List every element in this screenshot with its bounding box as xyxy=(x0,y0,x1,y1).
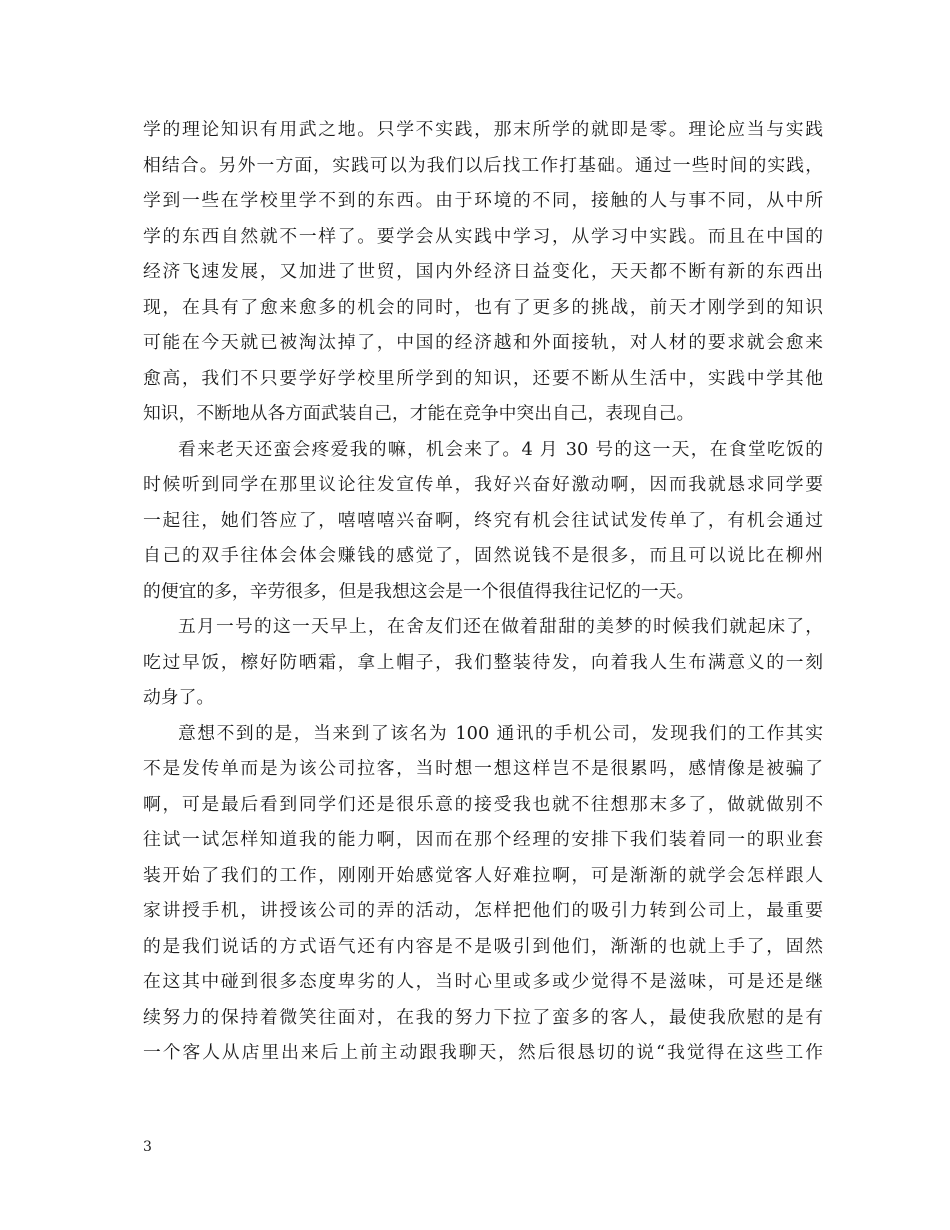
text-line: 意想不到的是，当来到了该名为 100 通讯的手机公司，发现我们的工作其实 xyxy=(178,722,823,744)
text-line: 经济飞速发展，又加进了世贸，国内外经济日益变化，天天都不断有新的东西出 xyxy=(143,261,823,282)
page-number: 3 xyxy=(143,1139,152,1155)
text-line: 的是我们说话的方式语气还有内容是不是吸引到他们，渐渐的也就上手了，固然 xyxy=(143,935,823,957)
text-line: 学到一些在学校里学不到的东西。由于环境的不同，接触的人与事不同，从中所 xyxy=(143,190,823,211)
text-line: 愈高，我们不只要学好学校里所学到的知识，还要不断从生活中，实践中学其他 xyxy=(143,367,823,389)
text-line: 现，在具有了愈来愈多的机会的同时，也有了更多的挑战，前天才刚学到的知识 xyxy=(143,296,823,318)
text-line: 动身了。 xyxy=(143,687,215,708)
text-line: 续努力的保持着微笑往面对，在我的努力下拉了蛮多的客人，最使我欣慰的是有 xyxy=(143,1006,823,1028)
text-line: 装开始了我们的工作，刚刚开始感觉客人好难拉啊，可是渐渐的就学会怎样跟人 xyxy=(143,864,823,886)
text-line: 相结合。另外一方面，实践可以为我们以后找工作打基础。通过一些时间的实践， xyxy=(143,154,823,176)
text-line: 的便宜的多，辛劳很多，但是我想这会是一个很值得我往记忆的一天。 xyxy=(143,580,695,602)
body-text xyxy=(143,112,823,1071)
text-line: 一起往，她们答应了，嘻嘻嘻兴奋啊，终究有机会往试试发传单了，有机会通过 xyxy=(143,509,823,531)
text-line: 啊，可是最后看到同学们还是很乐意的接受我也就不往想那末多了，做就做别不 xyxy=(143,793,823,815)
text-line: 一个客人从店里出来后上前主动跟我聊天，然后很恳切的说“我觉得在这些工作 xyxy=(143,1042,823,1063)
text-line: 五月一号的这一天早上，在舍友们还在做着甜甜的美梦的时候我们就起床了， xyxy=(178,616,823,637)
text-line: 学的理论知识有用武之地。只学不实践，那末所学的就即是零。理论应当与实践 xyxy=(143,119,823,140)
text-line: 家讲授手机，讲授该公司的弄的活动，怎样把他们的吸引力转到公司上，最重要 xyxy=(143,900,823,921)
text-line: 学的东西自然就不一样了。要学会从实践中学习，从学习中实践。而且在中国的 xyxy=(143,225,823,247)
text-line: 不是发传单而是为该公司拉客，当时想一想这样岂不是很累吗，感情像是被骗了 xyxy=(143,758,823,779)
text-line: 看来老天还蛮会疼爱我的嘛，机会来了。4 月 30 号的这一天，在食堂吃饭的 xyxy=(178,438,823,460)
text-line: 在这其中碰到很多态度卑劣的人，当时心里或多或少觉得不是滋味，可是还是继 xyxy=(143,971,823,992)
text-line: 可能在今天就已被淘汰掉了，中国的经济越和外面接轨，对人材的要求就会愈来 xyxy=(143,332,823,353)
text-line: 往试一试怎样知道我的能力啊，因而在那个经理的安排下我们装着同一的职业套 xyxy=(143,829,823,850)
text-line: 自己的双手往体会体会赚钱的感觉了，固然说钱不是很多，而且可以说比在柳州 xyxy=(143,545,823,566)
text-line: 吃过早饭，檫好防晒霜，拿上帽子，我们整装待发，向着我人生布满意义的一刻 xyxy=(143,651,823,673)
text-line: 时候听到同学在那里议论往发宣传单，我好兴奋好激动啊，因而我就恳求同学要 xyxy=(143,474,823,495)
text-line: 知识，不断地从各方面武装自己，才能在竞争中突出自己，表现自己。 xyxy=(143,403,695,424)
